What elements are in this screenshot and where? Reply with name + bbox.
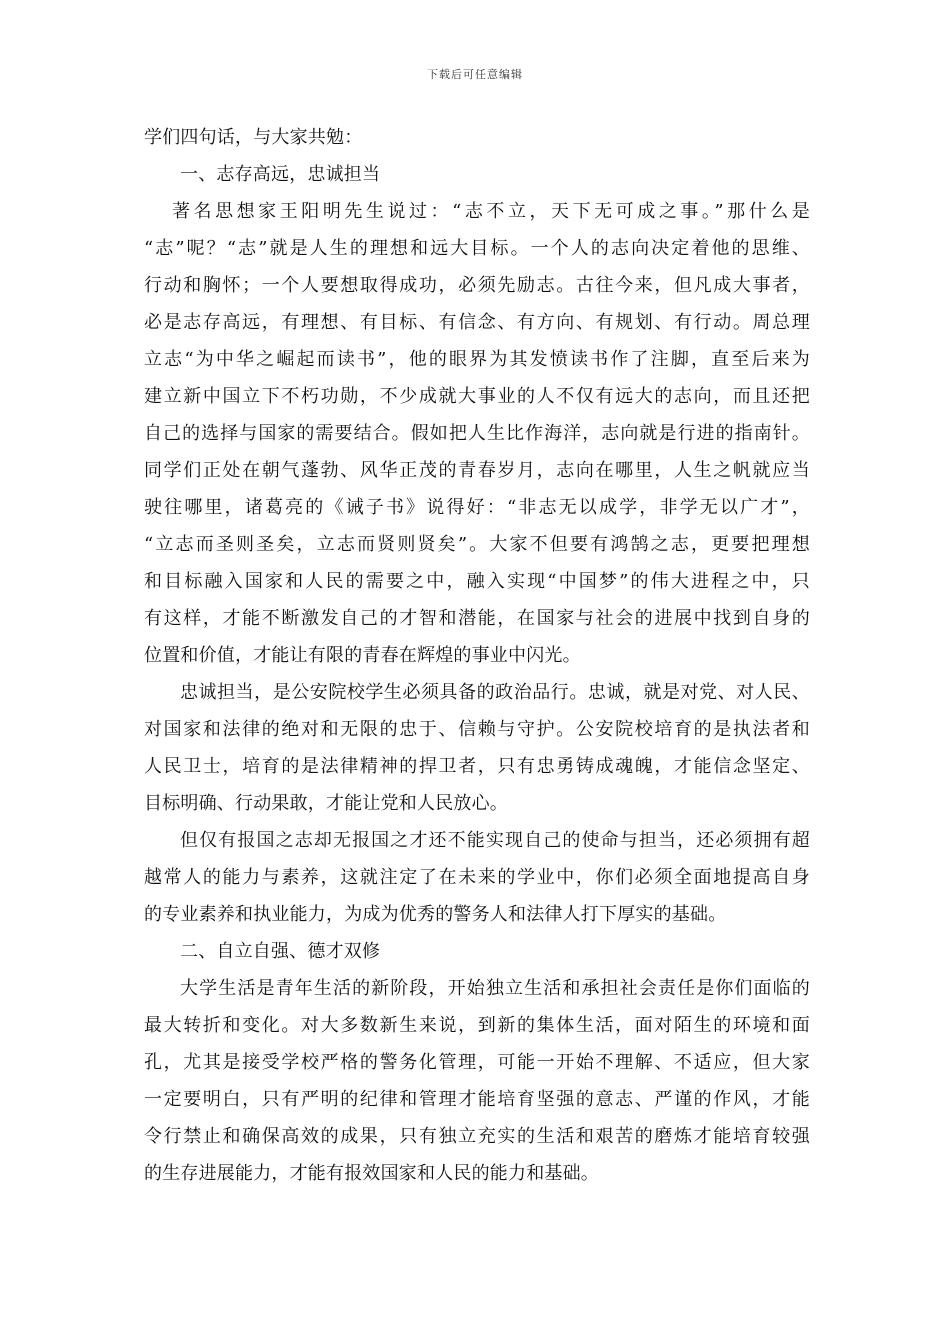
text-line: 驶往哪里，诸葛亮的《诫子书》说得好：“非志无以成学，非学无以广才”，	[144, 497, 810, 518]
text-line: 孔，尤其是接受学校严格的警务化管理，可能一开始不理解、不适应，但大家	[144, 1052, 810, 1073]
text-line: 自己的选择与国家的需要结合。假如把人生比作海洋，志向就是行进的指南针。	[144, 423, 810, 444]
text-line: 越常人的能力与素养，这就注定了在未来的学业中，你们必须全面地提高自身	[144, 867, 810, 888]
text-line: 建立新中国立下不朽功勋，不少成就大事业的人不仅有远大的志向，而且还把	[144, 386, 810, 407]
text-line: 忠诚担当，是公安院校学生必须具备的政治品行。忠诚，就是对党、对人民、	[180, 682, 810, 703]
text-line: “立志而圣则圣矣，立志而贤则贤矣”。大家不但要有鸿鹄之志，更要把理想	[144, 534, 810, 555]
text-line: 必是志存高远，有理想、有目标、有信念、有方向、有规划、有行动。周总理	[144, 312, 810, 333]
section-heading: 一、志存高远，忠诚担当	[180, 164, 381, 185]
text-line: 大学生活是青年生活的新阶段，开始独立生活和承担社会责任是你们面临的	[180, 978, 810, 999]
text-line: 对国家和法律的绝对和无限的忠于、信赖与守护。公安院校培育的是执法者和	[144, 719, 810, 740]
text-line: 立志“为中华之崛起而读书”，他的眼界为其发愤读书作了注脚，直至后来为	[144, 349, 810, 370]
text-line: 学们四句话，与大家共勉：	[144, 127, 363, 148]
page-header: 下载后可任意编辑	[427, 68, 523, 81]
text-line: 同学们正处在朝气蓬勃、风华正茂的青春岁月，志向在哪里，人生之帆就应当	[144, 460, 810, 481]
text-line: 的生存进展能力，才能有报效国家和人民的能力和基础。	[144, 1163, 599, 1184]
text-line: 人民卫士，培育的是法律精神的捍卫者，只有忠勇铸成魂魄，才能信念坚定、	[144, 756, 810, 777]
text-line: 著名思想家王阳明先生说过：“志不立，天下无可成之事。”那什么是	[172, 201, 810, 222]
text-line: 的专业素养和执业能力，为成为优秀的警务人和法律人打下厚实的基础。	[144, 904, 727, 925]
section-heading: 二、自立自强、德才双修	[180, 941, 381, 962]
text-line: 一定要明白，只有严明的纪律和管理才能培育坚强的意志、严谨的作风，才能	[144, 1089, 810, 1110]
text-line: “志”呢？“志”就是人生的理想和远大目标。一个人的志向决定着他的思维、	[144, 238, 810, 259]
document-body	[144, 119, 810, 1192]
text-line: 但仅有报国之志却无报国之才还不能实现自己的使命与担当，还必须拥有超	[180, 830, 810, 851]
text-line: 行动和胸怀；一个人要想取得成功，必须先励志。古往今来，但凡成大事者，	[144, 275, 810, 296]
text-line: 目标明确、行动果敢，才能让党和人民放心。	[144, 793, 508, 814]
text-line: 位置和价值，才能让有限的青春在辉煌的事业中闪光。	[144, 645, 581, 666]
text-line: 令行禁止和确保高效的成果，只有独立充实的生活和艰苦的磨炼才能培育较强	[144, 1126, 810, 1147]
text-line: 最大转折和变化。对大多数新生来说，到新的集体生活，面对陌生的环境和面	[144, 1015, 810, 1036]
text-line: 有这样，才能不断激发自己的才智和潜能，在国家与社会的进展中找到自身的	[144, 608, 810, 629]
text-line: 和目标融入国家和人民的需要之中，融入实现“中国梦”的伟大进程之中，只	[144, 571, 810, 592]
